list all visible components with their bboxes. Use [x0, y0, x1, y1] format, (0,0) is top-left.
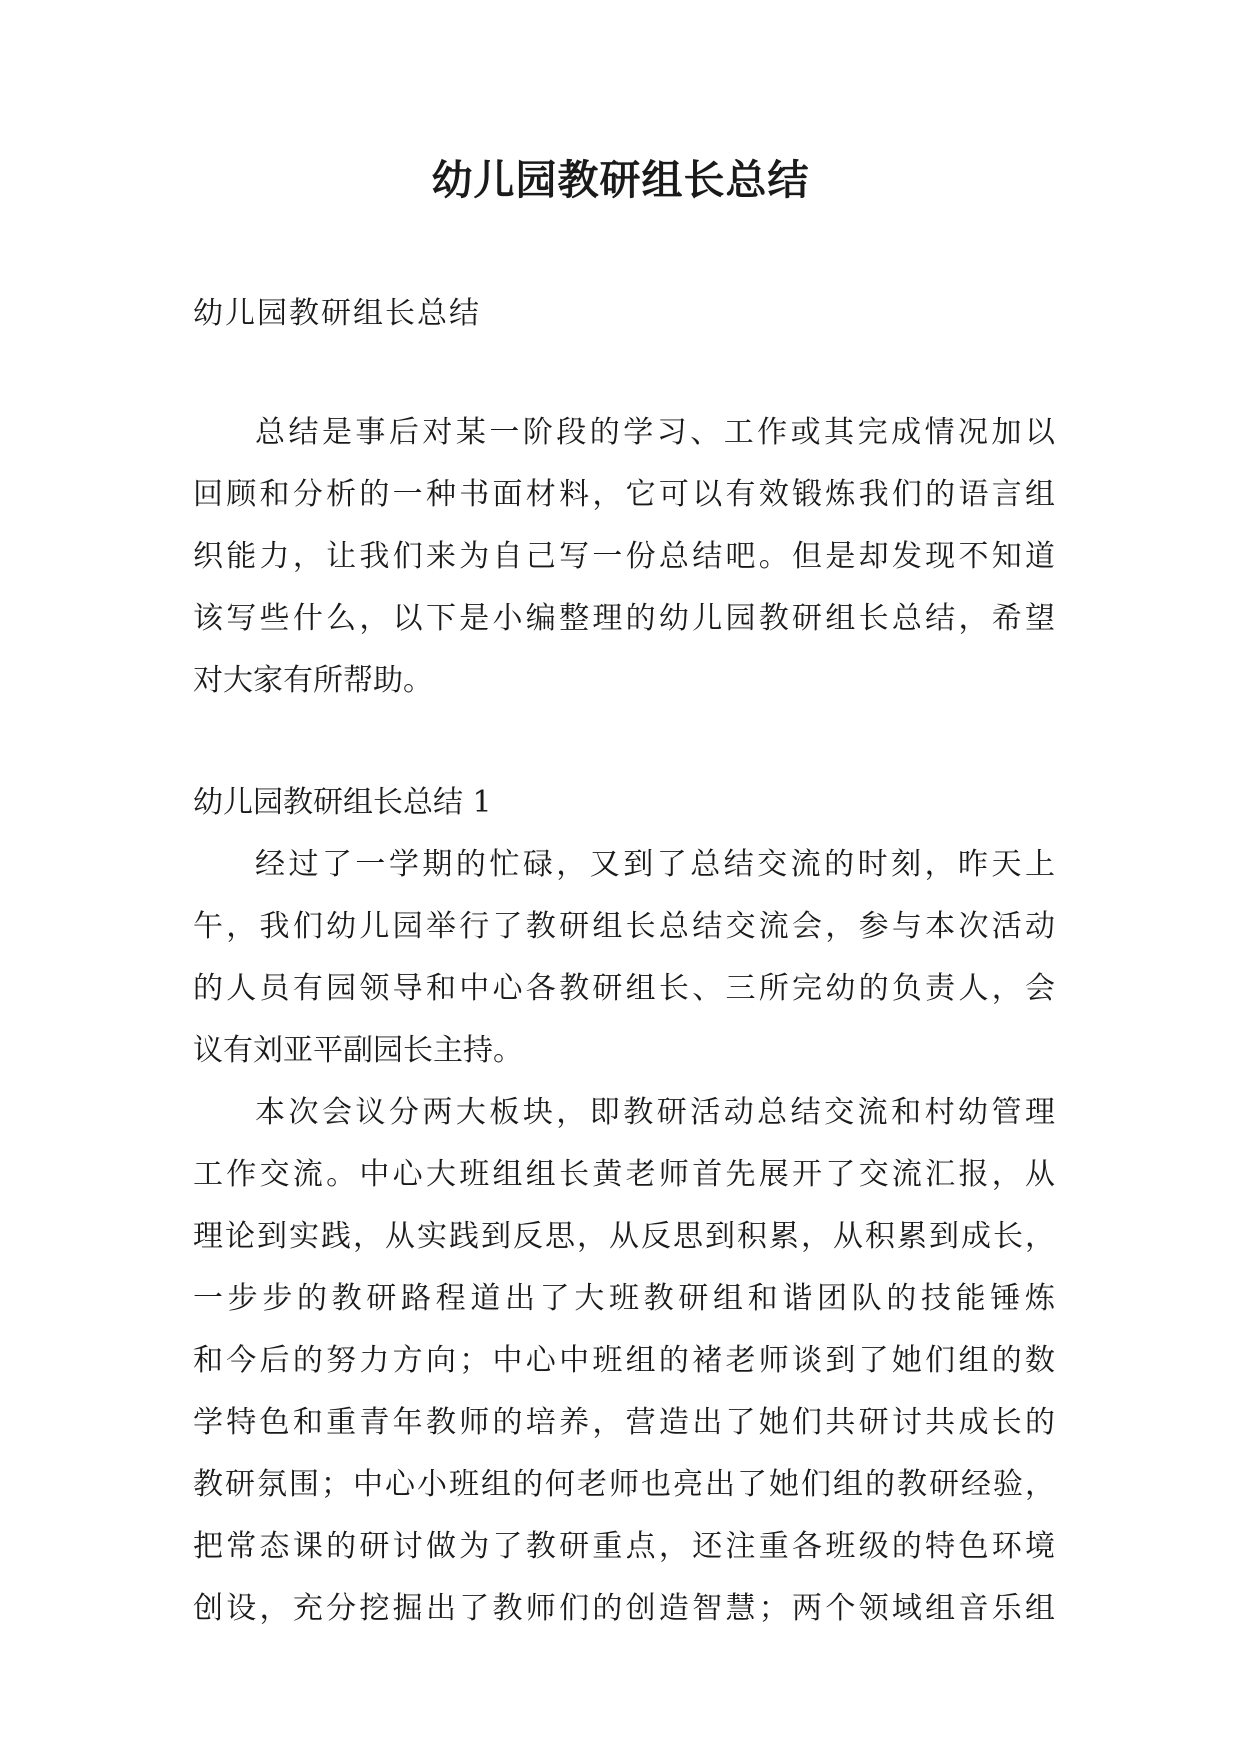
paragraph-line: 教研氛围；中心小班组的何老师也亮出了她们组的教研经验， [193, 1467, 1055, 1502]
intro-line: 总结是事后对某一阶段的学习、工作或其完成情况加以 [255, 415, 1055, 450]
document-body [193, 288, 1055, 1640]
section1-paragraph-2 [193, 1082, 1055, 1640]
paragraph-line: 本次会议分两大板块，即教研活动总结交流和村幼管理 [255, 1095, 1055, 1130]
paragraph-line: 创设，充分挖掘出了教师们的创造智慧；两个领域组音乐组 [193, 1591, 1055, 1626]
section1-paragraph-1 [193, 834, 1055, 1082]
section-heading-1: 幼儿园教研组长总结 1 [193, 785, 492, 820]
document-title: 幼儿园教研组长总结 [431, 156, 810, 204]
paragraph-line: 理论到实践，从实践到反思，从反思到积累，从积累到成长， [193, 1219, 1055, 1254]
paragraph-line: 议有刘亚平副园长主持。 [193, 1033, 523, 1068]
paragraph-line: 经过了一学期的忙碌，又到了总结交流的时刻，昨天上 [255, 847, 1055, 882]
intro-line: 该写些什么，以下是小编整理的幼儿园教研组长总结，希望 [193, 601, 1055, 636]
paragraph-line: 一步步的教研路程道出了大班教研组和谐团队的技能锤炼 [193, 1281, 1055, 1316]
intro-paragraph [193, 402, 1055, 712]
paragraph-line: 学特色和重青年教师的培养，营造出了她们共研讨共成长的 [193, 1405, 1055, 1440]
intro-line: 对大家有所帮助。 [193, 663, 433, 698]
intro-line: 织能力，让我们来为自己写一份总结吧。但是却发现不知道 [193, 539, 1055, 574]
paragraph-line: 工作交流。中心大班组组长黄老师首先展开了交流汇报，从 [193, 1157, 1055, 1192]
paragraph-line: 和今后的努力方向；中心中班组的褚老师谈到了她们组的数 [193, 1343, 1055, 1378]
paragraph-line: 把常态课的研讨做为了教研重点，还注重各班级的特色环境 [193, 1529, 1055, 1564]
intro-line: 回顾和分析的一种书面材料，它可以有效锻炼我们的语言组 [193, 477, 1055, 512]
document-subtitle: 幼儿园教研组长总结 [193, 296, 481, 331]
paragraph-line: 的人员有园领导和中心各教研组长、三所完幼的负责人，会 [193, 971, 1055, 1006]
paragraph-line: 午，我们幼儿园举行了教研组长总结交流会，参与本次活动 [193, 909, 1055, 944]
